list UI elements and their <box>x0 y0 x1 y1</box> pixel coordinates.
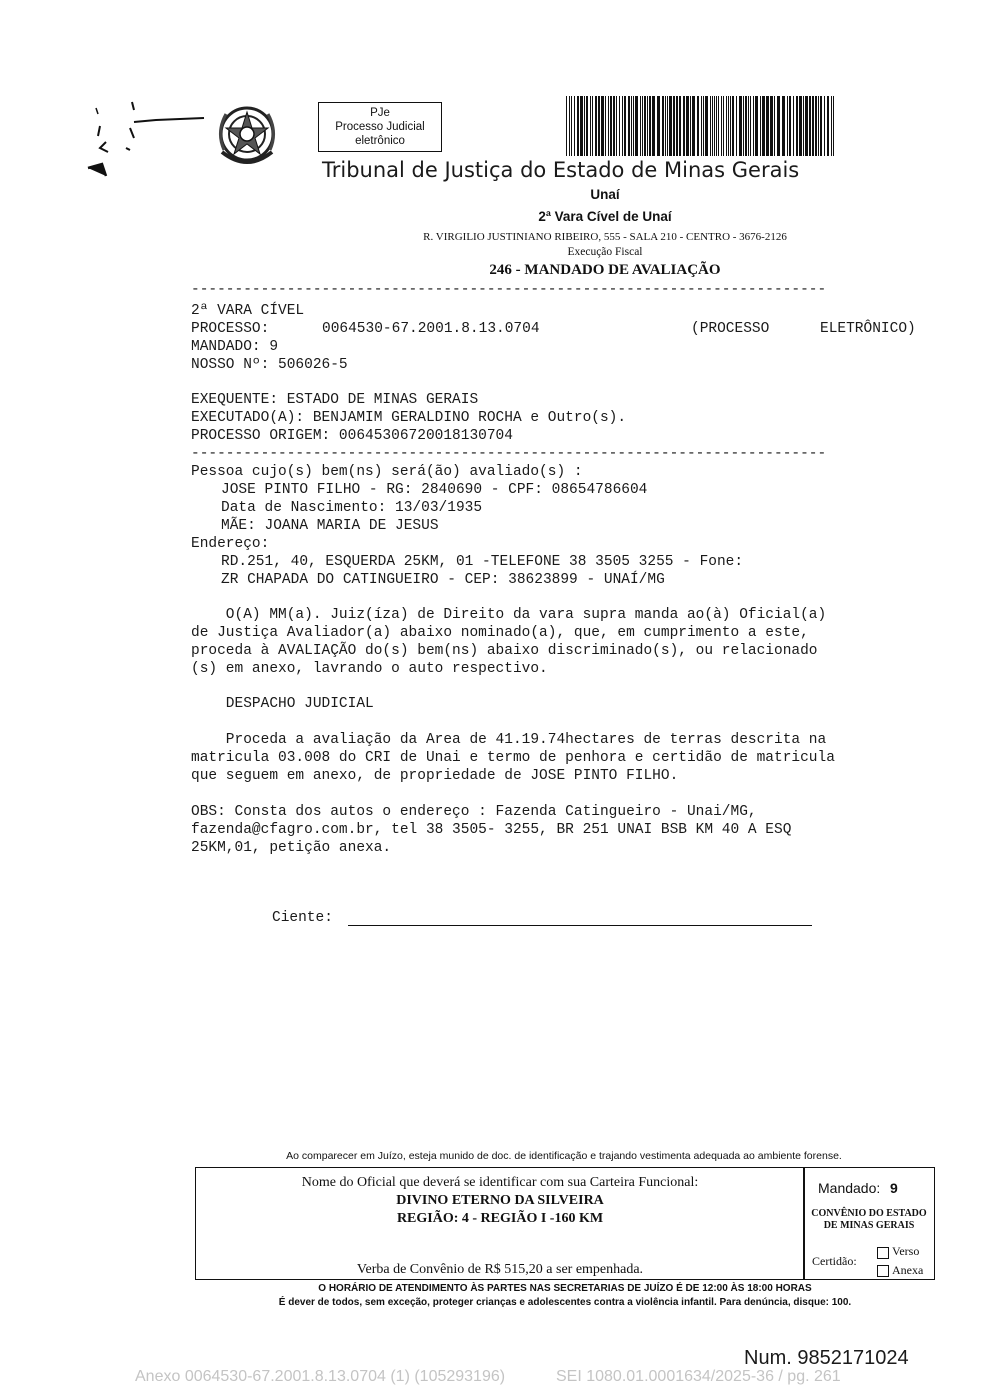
barcode-bar <box>622 96 623 156</box>
processo-type-1: (PROCESSO <box>691 321 770 337</box>
barcode-bar <box>789 96 791 156</box>
barcode-bar <box>657 96 660 156</box>
barcode-bar <box>703 96 704 156</box>
subject: Execução Fiscal <box>567 246 643 258</box>
barcode-bar <box>770 96 773 156</box>
person-mother: MÃE: JOANA MARIA DE JESUS <box>221 518 439 534</box>
barcode-bar <box>705 96 708 156</box>
mandado-number: 9 <box>890 1180 898 1196</box>
barcode-bar <box>730 96 731 156</box>
barcode-bar <box>803 96 804 156</box>
verso-checkbox[interactable] <box>877 1247 889 1259</box>
anexo-watermark: Anexo 0064530-67.2001.8.13.0704 (1) (105293196) <box>135 1368 506 1385</box>
person-birth: Data de Nascimento: 13/03/1935 <box>221 500 483 516</box>
barcode-bar <box>669 96 672 156</box>
despacho-heading: DESPACHO JUDICIAL <box>191 696 374 712</box>
barcode-bar <box>608 96 609 156</box>
barcode-bar <box>748 96 749 156</box>
barcode-bar <box>635 96 638 156</box>
barcode-bar <box>569 96 570 156</box>
coat-of-arms-icon <box>212 102 282 170</box>
person-name: JOSE PINTO FILHO - RG: 2840690 - CPF: 08654786604 <box>221 482 648 498</box>
certidao-label: Certidão: <box>812 1254 857 1268</box>
barcode-bar <box>652 96 655 156</box>
barcode-bar <box>726 96 727 156</box>
barcode-bar <box>712 96 713 156</box>
barcode-bar <box>793 96 794 156</box>
barcode-bar <box>580 96 583 156</box>
city-name: Unaí <box>590 187 620 202</box>
barcode-bar <box>631 96 632 156</box>
pje-line-3: eletrônico <box>355 135 405 147</box>
order-line: proceda à AVALIAÇÃO do(s) bem(ns) abaixo discriminado(s), ou relacionado <box>191 643 818 659</box>
barcode-bar <box>673 96 675 156</box>
anexa-label: Anexa <box>892 1263 924 1277</box>
barcode-bar <box>624 96 626 156</box>
separator-line: ------------------------------------------------------------------------- <box>191 282 827 298</box>
barcode-bar <box>718 96 719 156</box>
scan-marks <box>86 98 214 178</box>
barcode-bar <box>616 96 617 156</box>
barcode-bar <box>701 96 702 156</box>
barcode-bar <box>640 96 641 156</box>
convenio-label: CONVÊNIO DO ESTADO DE MINAS GERAIS <box>811 1208 927 1231</box>
officer-name: DIVINO ETERNO DA SILVEIRA <box>396 1193 604 1208</box>
barcode-bar <box>782 96 785 156</box>
court-address: R. VIRGILIO JUSTINIANO RIBEIRO, 555 - SALA 210 - CENTRO - 3676-2126 <box>423 231 787 243</box>
barcode-bar <box>745 96 747 156</box>
pje-line-1: PJe <box>370 107 390 119</box>
child-protection-notice: É dever de todos, sem exceção, proteger crianças e adolescentes contra a violência infantil. Para denúncia, disque: 100. <box>278 1297 852 1308</box>
verba-convenio: Verba de Convênio de R$ 515,20 a ser empenhada. <box>356 1262 644 1277</box>
box-divider <box>803 1167 805 1280</box>
barcode-bar <box>714 96 715 156</box>
barcode-bar <box>831 96 832 156</box>
barcode-bar <box>760 96 761 156</box>
pje-badge <box>318 102 442 152</box>
pje-line-2: Processo Judicial <box>335 121 425 133</box>
barcode-bar <box>732 96 734 156</box>
barcode-bar <box>799 96 802 156</box>
anexa-checkbox[interactable] <box>877 1265 889 1277</box>
barcode-bar <box>590 96 591 156</box>
barcode-bar <box>642 96 643 156</box>
barcode-bar <box>610 96 612 156</box>
barcode-bar <box>809 96 811 156</box>
processo-number: 0064530-67.2001.8.13.0704 <box>322 321 540 337</box>
vara-name: 2ª Vara Cível de Unaí <box>538 209 672 224</box>
barcode-bar <box>736 96 737 156</box>
footer-note: Ao comparecer em Juízo, esteja munido de doc. de identificação e trajando vestimenta adequada ao ambiente forense. <box>286 1150 842 1162</box>
barcode-bar <box>592 96 593 156</box>
barcode-bar <box>812 96 814 156</box>
barcode-bar <box>601 96 604 156</box>
order-line: O(A) MM(a). Juiz(íza) de Direito da vara supra manda ao(à) Oficial(a) <box>191 607 827 623</box>
barcode-bar <box>586 96 588 156</box>
barcode-bar <box>679 96 681 156</box>
barcode-bar <box>577 96 579 156</box>
barcode-bar <box>728 96 729 156</box>
sei-watermark: SEI 1080.01.0001634/2025-36 / pg. 261 <box>556 1368 841 1385</box>
barcode-bar <box>750 96 751 156</box>
processo-label: PROCESSO: <box>191 321 270 337</box>
barcode-bar <box>805 96 808 156</box>
obs-line: OBS: Consta dos autos o endereço : Fazenda Catingueiro - Unai/MG, <box>191 804 757 820</box>
processo-type-2: ELETRÔNICO) <box>820 321 916 337</box>
barcode-bar <box>820 96 822 156</box>
barcode-bar <box>605 96 606 156</box>
barcode-bar <box>833 96 834 156</box>
barcode-bar <box>692 96 695 156</box>
ciente-label: Ciente: <box>272 910 333 926</box>
order-line: (s) em anexo, lavrando o auto respectivo. <box>191 661 548 677</box>
barcode-bar <box>721 96 722 156</box>
barcode-bar <box>743 96 744 156</box>
officer-label: Nome do Oficial que deverá se identificar com sua Carteira Funcional: <box>301 1175 699 1190</box>
barcode-bar <box>613 96 615 156</box>
mandado-label: Mandado: <box>818 1180 881 1196</box>
vara-line: 2ª VARA CÍVEL <box>191 303 305 319</box>
barcode-bar <box>716 96 717 156</box>
barcode-bar <box>723 96 724 156</box>
barcode-bar <box>595 96 597 156</box>
despacho-line: matricula 03.008 do CRI de Unai e termo de penhora e certidão de matricula <box>191 750 835 766</box>
obs-line: 25KM,01, petição anexa. <box>191 840 392 856</box>
barcode-bar <box>619 96 620 156</box>
barcode-bar <box>697 96 699 156</box>
address-line-2: ZR CHAPADA DO CATINGUEIRO - CEP: 38623899 - UNAÍ/MG <box>221 572 665 588</box>
address-line-1: RD.251, 40, ESQUERDA 25KM, 01 -TELEFONE 38 3505 3255 - Fone: <box>221 554 744 570</box>
barcode-bar <box>818 96 819 156</box>
barcode-bar <box>827 96 829 156</box>
mandado-line: MANDADO: 9 <box>191 339 279 355</box>
obs-line: fazenda@cfagro.com.br, tel 38 3505- 3255, BR 251 UNAI BSB KM 40 A ESQ <box>191 822 792 838</box>
barcode-bar <box>574 96 575 156</box>
barcode-bar <box>777 96 780 156</box>
barcode-bar <box>824 96 825 156</box>
barcode-bar <box>796 96 798 156</box>
barcode-bar <box>753 96 754 156</box>
executado: EXECUTADO(A): BENJAMIM GERALDINO ROCHA e Outro(s). <box>191 410 627 426</box>
nosso-numero: NOSSO Nº: 506026-5 <box>191 357 348 373</box>
barcode-bar <box>649 96 651 156</box>
barcode-bar <box>644 96 646 156</box>
processo-origem: PROCESSO ORIGEM: 00645306720018130704 <box>191 428 513 444</box>
barcode-bar <box>571 96 572 156</box>
barcode-bar <box>598 96 600 156</box>
barcode-bar <box>755 96 758 156</box>
barcode-bar <box>647 96 648 156</box>
barcode-bar <box>815 96 817 156</box>
verso-label: Verso <box>892 1244 920 1258</box>
barcode-bar <box>766 96 769 156</box>
barcode-bar <box>665 96 666 156</box>
barcode-bar <box>762 96 765 156</box>
barcode-bar <box>667 96 668 156</box>
barcode-bar <box>566 96 567 156</box>
barcode-bar <box>774 96 775 156</box>
document-title: 246 - MANDADO DE AVALIAÇÃO <box>489 262 721 278</box>
order-line: de Justiça Avaliador(a) abaixo nominado(a), que, em cumprimento a este, <box>191 625 809 641</box>
despacho-line: que seguem em anexo, de propriedade de JOSE PINTO FILHO. <box>191 768 679 784</box>
horario-notice: O HORÁRIO DE ATENDIMENTO ÀS PARTES NAS SECRETARIAS DE JUÍZO É DE 12:00 ÀS 18:00 HORAS <box>318 1283 812 1294</box>
barcode-bar <box>628 96 630 156</box>
barcode-bar <box>676 96 678 156</box>
barcode-bar <box>662 96 664 156</box>
barcode-bar <box>686 96 689 156</box>
document-number: Num. 9852171024 <box>744 1347 909 1369</box>
barcode-bar <box>690 96 691 156</box>
barcode-bar <box>683 96 685 156</box>
barcode-bar <box>787 96 788 156</box>
barcode-bar <box>710 96 711 156</box>
barcode-bar <box>633 96 634 156</box>
barcode-bar <box>584 96 585 156</box>
signature-line <box>348 925 812 926</box>
separator-line-2: ------------------------------------------------------------------------- <box>191 446 827 462</box>
address-label: Endereço: <box>191 536 270 552</box>
court-title: Tribunal de Justiça do Estado de Minas Gerais <box>322 158 800 182</box>
barcode-icon <box>566 96 838 156</box>
despacho-line: Proceda a avaliação da Area de 41.19.74hectares de terras descrita na <box>191 732 827 748</box>
person-heading: Pessoa cujo(s) bem(ns) será(ão) avaliado(s) : <box>191 464 583 480</box>
exequente: EXEQUENTE: ESTADO DE MINAS GERAIS <box>191 392 479 408</box>
officer-region: REGIÃO: 4 - REGIÃO I -160 KM <box>396 1211 604 1226</box>
barcode-bar <box>739 96 742 156</box>
